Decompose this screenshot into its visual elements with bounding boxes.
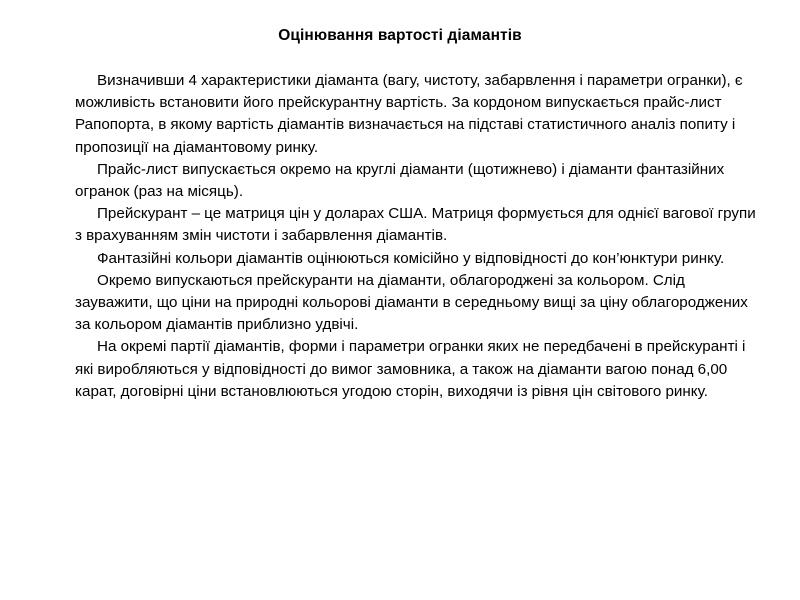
body-paragraph-2: Прайс-лист випускається окремо на круглі діаманти (щотижнево) і діаманти фантазійних огранок (раз на місяць). [75,160,725,201]
slide-body [75,70,763,403]
body-paragraph-3: Прейскурант – це матриця цін у доларах США. Матриця формується для однієї вагової групи з врахуванням змін чистоти і забарвлення діамантів. [75,205,756,245]
body-paragraph-4: Фантазійні кольори діамантів оцінюються комісійно у відповідності до кон’юнктури ринку. [97,249,725,267]
body-paragraph-5: Окремо випускаються прейскуранти на діаманти, облагороджені за кольором. Слід зауважити, що ціни на природні кольорові діаманти в середньому вищі за ціну облагороджених за кольором діамантів приблизно удвічі. [75,271,748,334]
body-paragraph-1: Визначивши 4 характеристики діаманта (вагу, чистоту, забарвлення і параметри огранки), є можливість встановити його прейскурантну вартість. За кордоном випускається прайс-лист Рапопорта, в якому вартість діамантів визначається на підставі статистичного аналіз попиту і пропозиції на діамантовому ринку. [75,72,743,156]
body-paragraph-6: На окремі партії діамантів, форми і параметри огранки яких не передбачені в прейскуранті і які виробляються у відповідності до вимог замовника, а також на діаманти вагою понад 6,00 карат, договірні ціни встановлюються угодою сторін, виходячи із рівня цін світового ринку. [75,338,746,400]
page-title: Оцінювання вартості діамантів [278,27,522,44]
